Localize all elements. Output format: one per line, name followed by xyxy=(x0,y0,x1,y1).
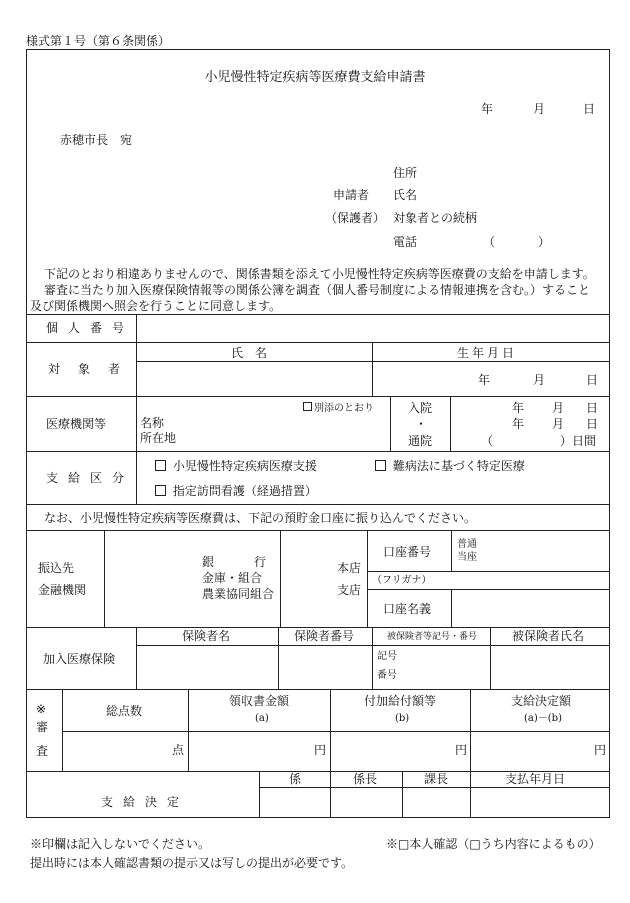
total-points-header: 総点数 xyxy=(106,704,143,718)
subject-dob-month: 月 xyxy=(533,373,546,387)
yen-unit-1: 円 xyxy=(314,743,327,757)
period-end-month: 月 xyxy=(552,417,565,431)
insured-name-header: 被保険者氏名 xyxy=(512,629,585,643)
points-unit: 点 xyxy=(172,743,185,757)
addressee: 赤穂市長 宛 xyxy=(60,133,133,147)
bank-branch: 支店 xyxy=(337,583,362,597)
insured-symbol-label: 記号 xyxy=(377,651,397,662)
statement-line2: 審査に当たり加入医療保険情報等の関係公簿を調査（個人番号制度による情報連携を含む。）すること xyxy=(44,283,591,297)
bank-label-1: 振込先 xyxy=(38,561,75,575)
furigana-label: （フリガナ） xyxy=(372,575,432,586)
account-name-label: 口座名義 xyxy=(383,602,432,616)
date-month: 月 xyxy=(533,102,546,116)
checkbox-icon xyxy=(155,460,166,471)
applicant-address-label: 住所 xyxy=(393,166,418,180)
review-label-2: 査 xyxy=(36,744,49,758)
yen-unit-2: 円 xyxy=(455,743,468,757)
applicant-phone-label: 電話 xyxy=(393,235,418,249)
payment-option-1[interactable] xyxy=(155,460,317,472)
staff-header: 係 xyxy=(289,772,302,786)
applicant-label: 申請者 xyxy=(333,188,370,202)
period-end-year: 年 xyxy=(512,417,525,431)
separate-attachment-checkbox[interactable] xyxy=(303,402,374,414)
payment-option-3-label: 指定訪問看護（経過措置） xyxy=(172,484,317,498)
footer-note-1: ※印欄は記入しないでください。 xyxy=(30,837,211,851)
decision-label: 支給決定 xyxy=(101,795,190,809)
bank-main-branch: 本店 xyxy=(337,561,362,575)
dot-separator: ・ xyxy=(415,417,428,431)
period-start-day: 日 xyxy=(586,401,599,415)
medical-name-label: 名称 xyxy=(140,416,165,430)
insured-symbol-header: 被保険者等記号・番号 xyxy=(387,632,478,642)
insurance-label: 加入医療保険 xyxy=(43,652,116,666)
insured-number-label: 番号 xyxy=(377,670,397,681)
review-mark: ※ xyxy=(36,702,47,716)
statement-line3: 及び関係機関へ照会を行うことに同意します。 xyxy=(30,299,282,313)
checkbox-icon xyxy=(303,402,312,411)
days-paren-open: （ xyxy=(481,434,494,448)
account-type-current: 当座 xyxy=(457,552,477,563)
account-type-ordinary: 普通 xyxy=(457,539,477,550)
period-end-day: 日 xyxy=(586,417,599,431)
receipt-amount-sub: (a) xyxy=(255,713,269,724)
pay-date-header: 支払年月日 xyxy=(505,772,566,786)
bank-type-bank: 銀 行 xyxy=(202,555,268,569)
additional-header: 付加給付額等 xyxy=(364,694,437,708)
medical-label: 医療機関等 xyxy=(46,417,107,431)
footer-note-2: 提出時には本人確認書類の提示又は写しの提出が必要です。 xyxy=(30,856,354,870)
subject-dob-year: 年 xyxy=(478,373,491,387)
personal-number-label: 個人番号 xyxy=(46,321,135,335)
yen-unit-3: 円 xyxy=(594,743,607,757)
decision-amount-sub: (a)－(b) xyxy=(524,713,562,724)
date-day: 日 xyxy=(583,102,596,116)
form-number: 様式第１号（第６条関係） xyxy=(26,34,171,48)
separate-attachment-label: 別添のとおり xyxy=(314,403,374,414)
account-number-label: 口座番号 xyxy=(383,545,432,559)
subject-name-header: 氏 名 xyxy=(231,346,268,360)
phone-paren-close: ） xyxy=(538,235,551,249)
bank-type-credit: 金庫・組合 xyxy=(202,571,263,585)
payment-category-label: 支給区分 xyxy=(46,471,135,485)
subject-dob-header: 生年月日 xyxy=(457,346,518,360)
insurer-name-header: 保険者名 xyxy=(182,629,231,643)
identity-check: ※□本人確認（□うち内容によるもの） xyxy=(386,837,601,851)
section-chief-header: 課長 xyxy=(424,772,449,786)
checkbox-icon xyxy=(155,485,166,496)
checkbox-icon xyxy=(375,460,386,471)
decision-amount-header: 支給決定額 xyxy=(511,694,572,708)
inpatient-label: 入院 xyxy=(408,401,433,415)
payment-option-2-label: 難病法に基づく特定医療 xyxy=(392,459,525,473)
payment-option-2[interactable] xyxy=(375,460,525,472)
payment-option-3[interactable] xyxy=(155,485,317,497)
outpatient-label: 通院 xyxy=(408,434,433,448)
review-label-1: 審 xyxy=(36,720,49,734)
period-start-year: 年 xyxy=(512,401,525,415)
payment-option-1-label: 小児慢性特定疾病医療支援 xyxy=(172,459,317,473)
additional-sub: (b) xyxy=(395,713,410,724)
subject-label: 対象者 xyxy=(48,362,139,376)
applicant-relation-label: 対象者との続柄 xyxy=(393,211,478,225)
days-label: ）日間 xyxy=(560,434,597,448)
personal-number-input[interactable] xyxy=(140,318,606,338)
receipt-amount-header: 領収書金額 xyxy=(229,694,290,708)
bank-type-agri: 農業協同組合 xyxy=(202,587,275,601)
subject-name-input[interactable] xyxy=(140,365,368,393)
bank-notice: なお、小児慢性特定疾病等医療費は、下記の預貯金口座に振り込んでください。 xyxy=(44,511,477,525)
bank-label-2: 金融機関 xyxy=(38,583,87,597)
date-year: 年 xyxy=(481,102,494,116)
phone-paren-open: （ xyxy=(483,235,496,249)
chief-header: 係長 xyxy=(353,772,378,786)
period-start-month: 月 xyxy=(552,401,565,415)
medical-location-label: 所在地 xyxy=(140,431,177,445)
subject-dob-day: 日 xyxy=(586,373,599,387)
applicant-name-label: 氏名 xyxy=(393,188,418,202)
form-title: 小児慢性特定疾病等医療費支給申請書 xyxy=(204,70,426,85)
statement-line1: 下記のとおり相違ありませんので、関係書類を添えて小児慢性特定疾病等医療費の支給を申請します。 xyxy=(44,267,595,281)
guardian-label: （保護者） xyxy=(325,211,386,225)
insurer-number-header: 保険者番号 xyxy=(294,629,355,643)
